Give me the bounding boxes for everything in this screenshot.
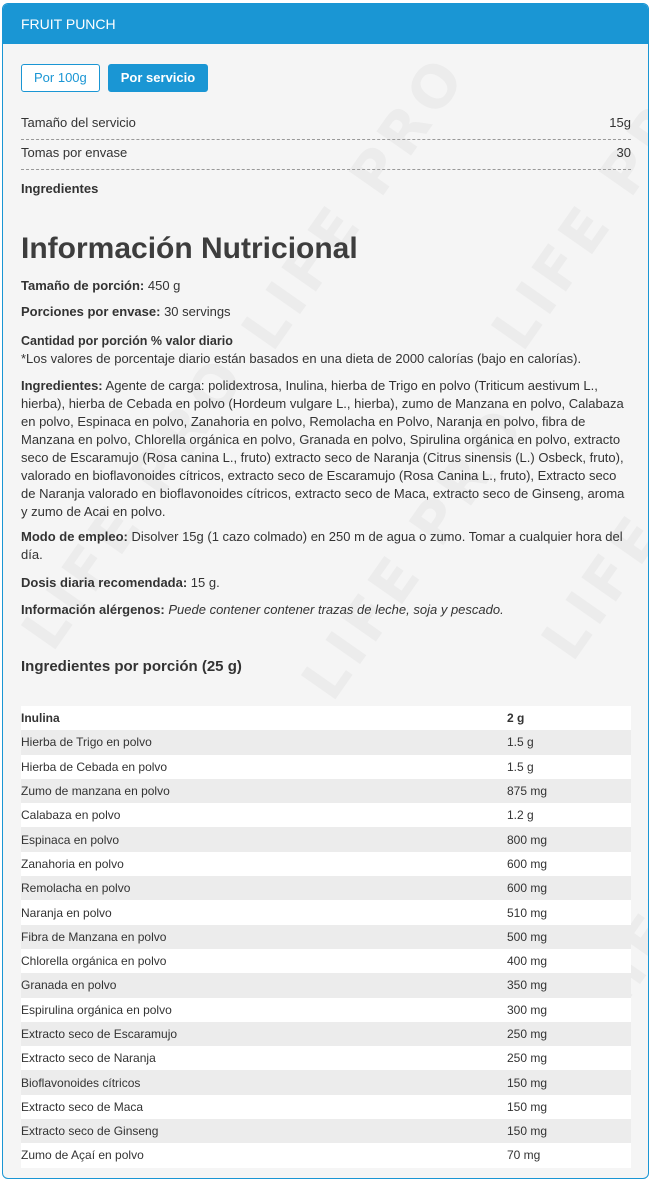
ingredient-amount: 150 mg <box>507 1070 631 1094</box>
ingredient-amount: 150 mg <box>507 1095 631 1119</box>
ingredient-amount: 875 mg <box>507 779 631 803</box>
table-row <box>21 1046 631 1070</box>
ingredient-amount: 70 mg <box>507 1143 631 1167</box>
ingredient-name: Espirulina orgánica en polvo <box>21 998 507 1022</box>
table-row <box>21 1095 631 1119</box>
ingredients-text: Agente de carga: polidextrosa, Inulina, hierba de Trigo en polvo (Triticum aestivum L., hierba), hierba de Cebada en polvo (Hordeum vulgare L., hierba), zumo de Manzana en polvo, Calabaza en polvo, Espinaca en polvo, Zanahoria en polvo, Remolacha en Polvo, Naranja en polvo, fibra de Manzana en polvo, Chlorella orgánica en polvo, Granada en polvo, Spirulina orgánica en polvo, extracto seco de Escaramujo (Rosa canina L., fruto) extracto seco de Naranja (Citrus sinensis (L.) Osbeck, fruto), valorado en bioflavonoides cítricos, extracto seco de Escaramujo (Rosa Canina L., fruto), Extracto seco de Naranja valorado en bioflavonoides cítricos, extracto seco de Maca, extracto seco de Ginseng, aroma y zumo de Acai en polvo. <box>21 378 625 519</box>
ingredients-paragraph <box>21 377 631 521</box>
daily-dose <box>21 574 631 592</box>
table-row <box>21 876 631 900</box>
per-portion-heading: Ingredientes por porción (25 g) <box>21 658 242 675</box>
ingredient-name: Chlorella orgánica en polvo <box>21 949 507 973</box>
servings-label: Tomas por envase <box>21 145 128 160</box>
servings-per-container-value: 30 servings <box>160 304 231 319</box>
nutrition-info-title: Información Nutricional <box>21 232 358 265</box>
ingredients-heading: Ingredientes <box>21 181 99 196</box>
ingredient-amount: 250 mg <box>507 1022 631 1046</box>
usage-paragraph <box>21 528 631 564</box>
ingredient-name: Fibra de Manzana en polvo <box>21 925 507 949</box>
ingredient-name: Hierba de Trigo en polvo <box>21 730 507 754</box>
ingredient-name: Zanahoria en polvo <box>21 852 507 876</box>
table-row <box>21 827 631 851</box>
ingredients-table <box>21 706 631 1168</box>
amount-per-portion-text: Cantidad por porción % valor diario <box>21 334 233 348</box>
table-row <box>21 1022 631 1046</box>
ingredients-label: Ingredientes: <box>21 378 103 393</box>
table-row <box>21 900 631 924</box>
ingredient-name: Espinaca en polvo <box>21 827 507 851</box>
ingredient-name: Hierba de Cebada en polvo <box>21 755 507 779</box>
ingredient-amount: 250 mg <box>507 1046 631 1070</box>
ingredient-amount: 2 g <box>507 706 631 730</box>
daily-dose-label: Dosis diaria recomendada: <box>21 575 188 590</box>
allergen-text: Puede contener contener trazas de leche, soja y pescado. <box>168 602 504 617</box>
table-row <box>21 925 631 949</box>
ingredient-name: Extracto seco de Ginseng <box>21 1119 507 1143</box>
ingredient-name: Remolacha en polvo <box>21 876 507 900</box>
servings-per-container <box>21 303 631 321</box>
ingredient-name: Calabaza en polvo <box>21 803 507 827</box>
ingredient-name: Extracto seco de Escaramujo <box>21 1022 507 1046</box>
ingredient-name: Bioflavonoides cítricos <box>21 1070 507 1094</box>
table-row <box>21 779 631 803</box>
portion-size-value: 450 g <box>144 278 181 293</box>
ingredient-amount: 300 mg <box>507 998 631 1022</box>
ingredient-name: Zumo de manzana en polvo <box>21 779 507 803</box>
nutrition-panel <box>2 3 649 1179</box>
ingredient-name: Extracto seco de Naranja <box>21 1046 507 1070</box>
table-row <box>21 1143 631 1167</box>
ingredients-table-body <box>21 706 631 1168</box>
ingredient-amount: 1.2 g <box>507 803 631 827</box>
serving-size-row <box>21 107 631 140</box>
table-row <box>21 852 631 876</box>
servings-per-container-label: Porciones por envase: <box>21 304 161 319</box>
table-row <box>21 706 631 730</box>
ingredient-amount: 350 mg <box>507 973 631 997</box>
table-row <box>21 973 631 997</box>
table-row <box>21 755 631 779</box>
ingredient-name: Zumo de Açaí en polvo <box>21 1143 507 1167</box>
portion-size <box>21 277 631 295</box>
ingredient-amount: 510 mg <box>507 900 631 924</box>
ingredient-amount: 600 mg <box>507 876 631 900</box>
portion-size-label: Tamaño de porción: <box>21 278 145 293</box>
ingredient-amount: 800 mg <box>507 827 631 851</box>
usage-text: Disolver 15g (1 cazo colmado) en 250 m de agua o zumo. Tomar a cualquier hora del día. <box>21 529 623 562</box>
ingredient-name: Naranja en polvo <box>21 900 507 924</box>
usage-label: Modo de empleo: <box>21 529 128 544</box>
allergen-label: Información alérgenos: <box>21 602 165 617</box>
tab-per-100g[interactable]: Por 100g <box>21 64 100 92</box>
ingredient-amount: 400 mg <box>507 949 631 973</box>
product-flavor-header: FRUIT PUNCH <box>3 4 648 44</box>
table-row <box>21 1119 631 1143</box>
amount-per-portion <box>21 332 631 350</box>
ingredient-amount: 600 mg <box>507 852 631 876</box>
ingredient-amount: 500 mg <box>507 925 631 949</box>
table-row <box>21 998 631 1022</box>
ingredient-name: Granada en polvo <box>21 973 507 997</box>
allergen-info <box>21 601 631 619</box>
serving-size-label: Tamaño del servicio <box>21 115 136 130</box>
daily-value-note: *Los valores de porcentaje diario están basados en una dieta de 2000 calorías (bajo en calorías). <box>21 351 582 366</box>
ingredient-amount: 1.5 g <box>507 730 631 754</box>
ingredient-amount: 150 mg <box>507 1119 631 1143</box>
table-row <box>21 1070 631 1094</box>
ingredient-name: Extracto seco de Maca <box>21 1095 507 1119</box>
ingredient-amount: 1.5 g <box>507 755 631 779</box>
serving-size-value: 15g <box>609 115 631 130</box>
servings-per-container-row <box>21 137 631 170</box>
tab-per-serving[interactable]: Por servicio <box>108 64 208 92</box>
servings-value: 30 <box>616 145 631 160</box>
unit-tabs <box>21 64 208 92</box>
daily-dose-text: 15 g. <box>187 575 220 590</box>
ingredient-name: Inulina <box>21 706 507 730</box>
table-row <box>21 730 631 754</box>
table-row <box>21 803 631 827</box>
table-row <box>21 949 631 973</box>
